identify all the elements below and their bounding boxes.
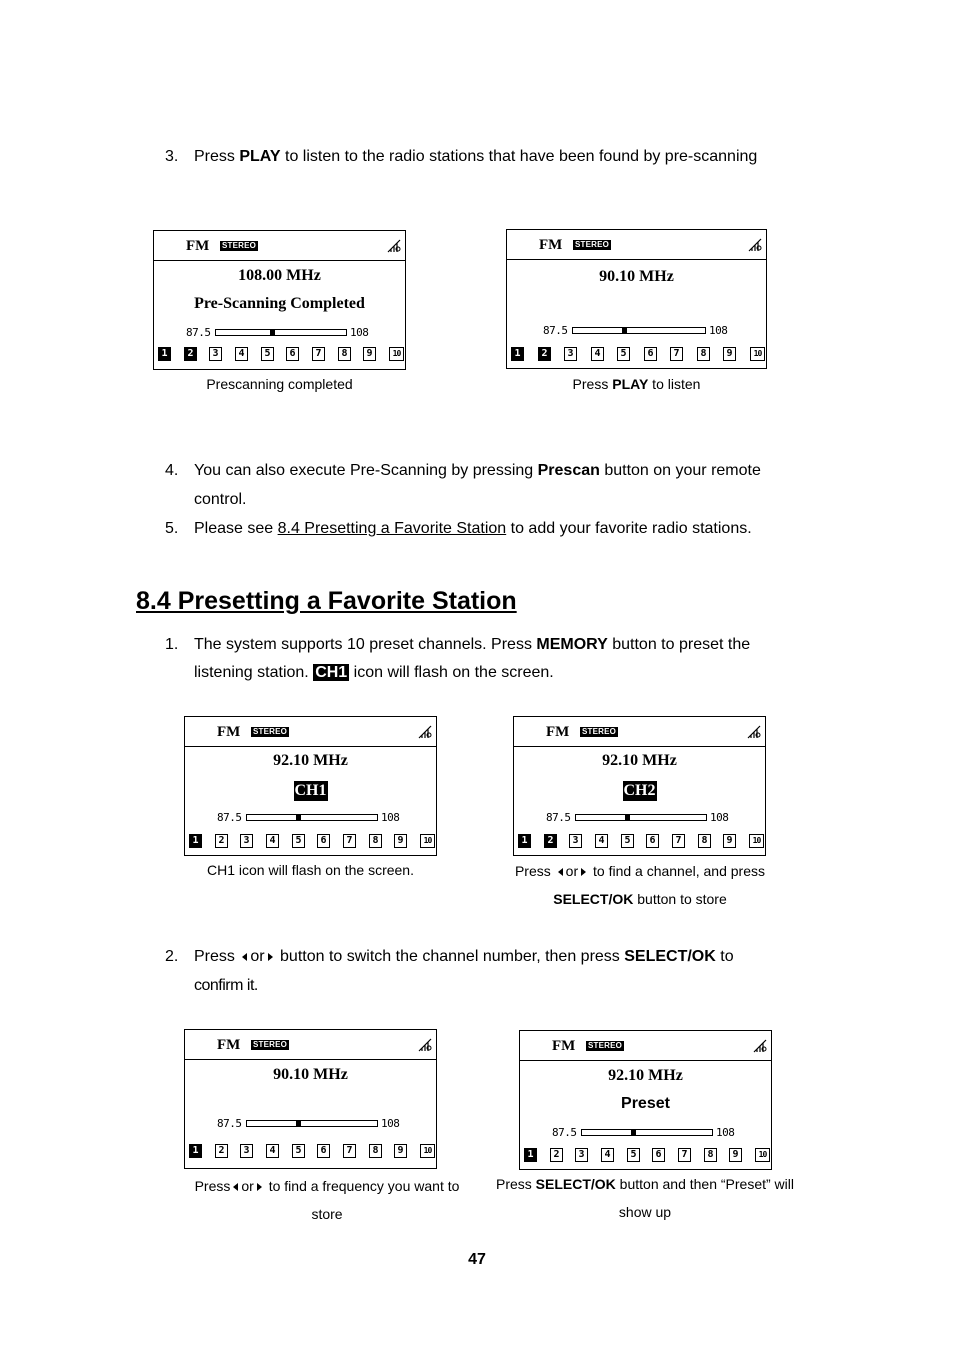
text: or (241, 1178, 254, 1194)
signal-icon (747, 725, 761, 739)
tuning-marker (631, 1129, 636, 1136)
preset-5-box: 5 (261, 347, 274, 361)
bold-text: MEMORY (536, 636, 608, 653)
signal-icon (418, 725, 432, 739)
preset-9-box: 9 (723, 347, 736, 361)
text: to listen to the radio stations that have been found by pre-scanning (280, 148, 758, 165)
preset-3-box: 3 (240, 1144, 253, 1158)
text: Press (514, 863, 555, 879)
bold-text: Prescan (537, 462, 600, 479)
preset-8-box: 8 (697, 347, 710, 361)
preset-row (518, 834, 763, 848)
text: to find a frequency you want to (264, 1178, 460, 1194)
scale-low-label: 87.5 (217, 1117, 242, 1130)
preset-6-box: 6 (646, 834, 659, 848)
tuning-bar (575, 814, 707, 821)
preset-7-box: 7 (678, 1148, 691, 1162)
preset-4-box: 4 (601, 1148, 614, 1162)
text: listening station. (194, 664, 314, 681)
preset-9-box: 9 (363, 347, 376, 361)
preset-6-box: 6 (644, 347, 657, 361)
preset-6-box: 6 (317, 834, 330, 848)
fm-label: FM (217, 724, 241, 740)
lcd-header (154, 231, 405, 261)
preset-8-box: 8 (369, 1144, 382, 1158)
text: You can also execute Pre-Scanning by pressing (194, 462, 538, 479)
preset-row (524, 1148, 769, 1162)
lcd-screen-play (506, 229, 767, 369)
preset-row (189, 1144, 434, 1158)
text: button to preset the (607, 636, 751, 653)
preset-3-box: 3 (564, 347, 577, 361)
text: button on your remote (599, 462, 761, 479)
scale-high-label: 108 (716, 1126, 735, 1139)
list-number: 5. (165, 520, 179, 537)
tuning-bar (246, 814, 378, 821)
preset-2-box: 2 (215, 834, 228, 848)
text: show up (618, 1204, 672, 1220)
preset-2-box: 2 (215, 1144, 228, 1158)
tuning-marker (270, 329, 275, 336)
tuning-marker (622, 327, 627, 334)
lcd-header (520, 1031, 771, 1061)
lcd-screen-ch2 (513, 716, 766, 856)
signal-icon (418, 1038, 432, 1052)
tuning-scale (514, 811, 765, 825)
stereo-badge: STEREO (582, 727, 617, 736)
preset-5-box: 5 (627, 1148, 640, 1162)
signal-icon (753, 1039, 767, 1053)
preset-4-box: 4 (266, 834, 279, 848)
text: or (565, 863, 579, 879)
preset-4-box: 4 (595, 834, 608, 848)
page-number: 47 (468, 1251, 486, 1268)
tuning-marker (625, 814, 630, 821)
stereo-badge: STEREO (575, 240, 610, 249)
preset-7-box: 7 (672, 834, 685, 848)
bold-text: PLAY (239, 148, 281, 165)
caption-prescanning: Prescanning completed (206, 376, 353, 392)
preset-8-box: 8 (338, 347, 351, 361)
ch1-badge: CH1 (315, 664, 348, 681)
stereo-badge: STEREO (588, 1041, 623, 1050)
tuning-scale (154, 326, 405, 340)
tuning-bar (581, 1129, 713, 1136)
text: to (715, 948, 734, 965)
preset-1-box: 1 (518, 834, 531, 848)
bold-text: PLAY (612, 376, 649, 392)
tuning-scale (507, 324, 766, 338)
caption-ch2 (490, 857, 790, 913)
frequency-display: 90.10 MHz (273, 1066, 348, 1083)
text: or (250, 948, 265, 965)
preset-row (189, 834, 434, 848)
preset-2-box: 2 (544, 834, 557, 848)
text: The system supports 10 preset channels. Press (194, 636, 537, 653)
caption-play (506, 370, 767, 398)
preset-7-box: 7 (312, 347, 325, 361)
right-arrow-icon (257, 1183, 262, 1191)
preset-row (158, 347, 403, 361)
lcd-screen-preset (519, 1030, 772, 1170)
preset-9-box: 9 (394, 1144, 407, 1158)
left-arrow-icon (233, 1183, 238, 1191)
preset-3-box: 3 (240, 834, 253, 848)
fm-label: FM (552, 1038, 576, 1054)
caption-frequency (170, 1172, 484, 1228)
channel-badge: CH2 (623, 782, 656, 799)
preset-7-box: 7 (343, 1144, 356, 1158)
stereo-badge: STEREO (253, 727, 288, 736)
preset-2-box: 2 (538, 347, 551, 361)
scale-low-label: 87.5 (217, 811, 242, 824)
preset-10-box: 10 (749, 834, 764, 848)
section-link[interactable]: 8.4 Presetting a Favorite Station (277, 520, 507, 537)
tuning-scale (185, 811, 436, 825)
tuning-bar (572, 327, 706, 334)
left-arrow-icon (558, 868, 563, 876)
text: to add your favorite radio stations. (506, 520, 752, 537)
list-number: 2. (165, 948, 179, 965)
text: Press (572, 376, 613, 392)
preset-10-box: 10 (420, 834, 435, 848)
preset-5-box: 5 (292, 834, 305, 848)
lcd-header (514, 717, 765, 747)
text: to listen (648, 376, 701, 392)
preset-9-box: 9 (729, 1148, 742, 1162)
scale-high-label: 108 (381, 811, 400, 824)
lcd-screen-prescanning (153, 230, 406, 370)
frequency-display: 90.10 MHz (599, 268, 674, 285)
preset-2-box: 2 (550, 1148, 563, 1162)
preset-1-box: 1 (158, 347, 171, 361)
frequency-display: 92.10 MHz (602, 752, 677, 769)
preset-row (511, 347, 764, 361)
frequency-display: 92.10 MHz (608, 1067, 683, 1084)
preset-10-box: 10 (755, 1148, 770, 1162)
tuning-marker (296, 1120, 301, 1127)
list-number: 1. (165, 636, 179, 653)
scale-low-label: 87.5 (552, 1126, 577, 1139)
signal-icon (387, 239, 401, 253)
tuning-bar (215, 329, 347, 336)
scale-high-label: 108 (709, 324, 728, 337)
tuning-scale (520, 1126, 771, 1140)
lcd-header (185, 717, 436, 747)
preset-6-box: 6 (317, 1144, 330, 1158)
preset-6-box: 6 (652, 1148, 665, 1162)
scale-low-label: 87.5 (186, 326, 211, 339)
preset-9-box: 9 (394, 834, 407, 848)
text: control. (194, 491, 247, 508)
preset-1-box: 1 (524, 1148, 537, 1162)
preset-7-box: 7 (343, 834, 356, 848)
channel-badge: CH1 (294, 782, 327, 799)
scale-low-label: 87.5 (543, 324, 568, 337)
preset-2-box: 2 (184, 347, 197, 361)
fm-label: FM (539, 237, 563, 253)
text: button to switch the channel number, then press (275, 948, 625, 965)
list-number: 3. (165, 148, 179, 165)
lcd-header (507, 230, 766, 260)
section-heading: 8.4 Presetting a Favorite Station (136, 587, 517, 615)
text: Press (194, 948, 240, 965)
left-arrow-icon (242, 953, 247, 961)
stereo-badge: STEREO (222, 241, 257, 250)
preset-3-box: 3 (575, 1148, 588, 1162)
fm-label: FM (546, 724, 570, 740)
scale-low-label: 87.5 (546, 811, 571, 824)
lcd-screen-ch1 (184, 716, 437, 856)
bold-text: SELECT/OK (624, 948, 716, 965)
stereo-badge: STEREO (253, 1040, 288, 1049)
text: Press (495, 1176, 536, 1192)
tuning-marker (296, 814, 301, 821)
status-text: Preset (621, 1095, 670, 1112)
bold-text: SELECT/OK (553, 891, 634, 907)
preset-1-box: 1 (189, 1144, 202, 1158)
text: icon will flash on the screen. (349, 664, 554, 681)
preset-1-box: 1 (189, 834, 202, 848)
text: Please see (194, 520, 278, 537)
text: button and then “Preset” will (615, 1176, 795, 1192)
preset-3-box: 3 (209, 347, 222, 361)
text: to find a channel, and press (589, 863, 766, 879)
text: button to store (633, 891, 727, 907)
preset-7-box: 7 (670, 347, 683, 361)
lcd-screen-frequency (184, 1029, 437, 1169)
text: Press (194, 148, 240, 165)
preset-10-box: 10 (420, 1144, 435, 1158)
preset-1-box: 1 (511, 347, 524, 361)
fm-label: FM (186, 238, 210, 254)
caption-ch1: CH1 icon will flash on the screen. (207, 862, 414, 878)
preset-10-box: 10 (389, 347, 404, 361)
lcd-header (185, 1030, 436, 1060)
right-arrow-icon (268, 953, 273, 961)
scale-high-label: 108 (710, 811, 729, 824)
signal-icon (748, 238, 762, 252)
preset-8-box: 8 (369, 834, 382, 848)
bold-text: SELECT/OK (535, 1176, 616, 1192)
frequency-display: 108.00 MHz (238, 267, 321, 284)
preset-6-box: 6 (286, 347, 299, 361)
scale-high-label: 108 (381, 1117, 400, 1130)
preset-3-box: 3 (569, 834, 582, 848)
caption-preset (485, 1170, 805, 1226)
tuning-scale (185, 1117, 436, 1131)
status-text: Pre-Scanning Completed (194, 295, 365, 312)
fm-label: FM (217, 1037, 241, 1053)
preset-4-box: 4 (266, 1144, 279, 1158)
preset-5-box: 5 (617, 347, 630, 361)
right-arrow-icon (581, 868, 586, 876)
preset-5-box: 5 (621, 834, 634, 848)
preset-9-box: 9 (723, 834, 736, 848)
text: Press (194, 1178, 231, 1194)
text: confirm it. (194, 977, 258, 994)
preset-5-box: 5 (292, 1144, 305, 1158)
preset-10-box: 10 (750, 347, 765, 361)
frequency-display: 92.10 MHz (273, 752, 348, 769)
text: store (311, 1206, 343, 1222)
preset-8-box: 8 (704, 1148, 717, 1162)
preset-8-box: 8 (698, 834, 711, 848)
preset-4-box: 4 (591, 347, 604, 361)
preset-4-box: 4 (235, 347, 248, 361)
scale-high-label: 108 (350, 326, 369, 339)
list-number: 4. (165, 462, 179, 479)
tuning-bar (246, 1120, 378, 1127)
